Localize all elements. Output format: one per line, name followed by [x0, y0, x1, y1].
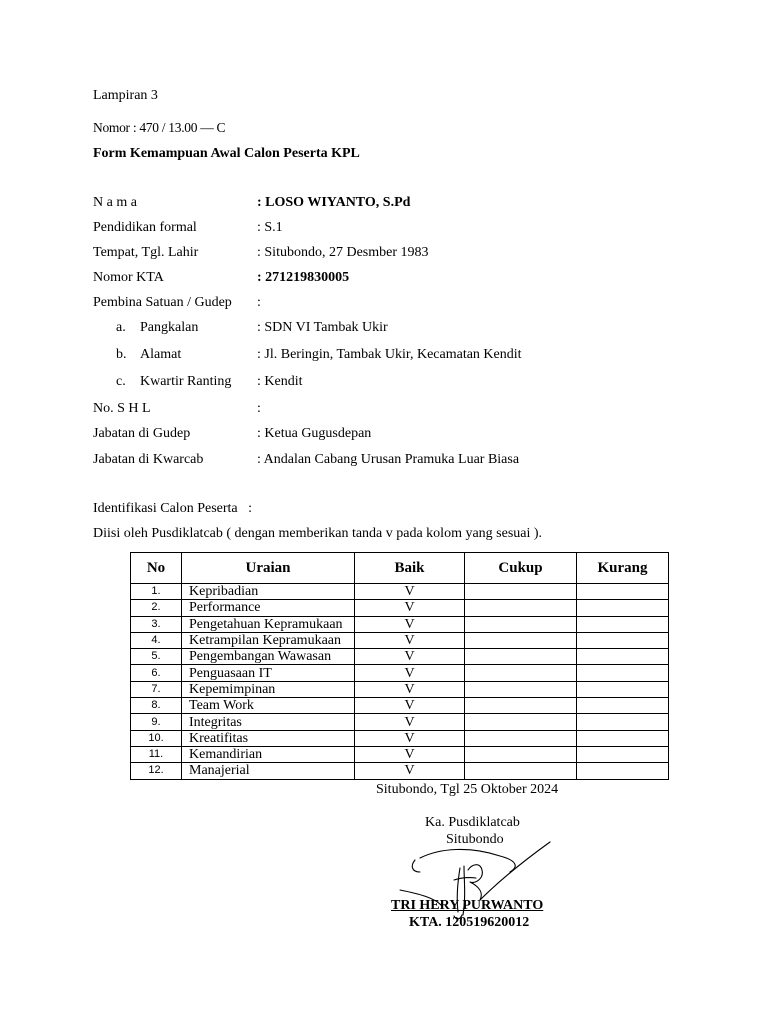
ttl-label: Tempat, Tgl. Lahir [93, 245, 199, 260]
table-row [131, 763, 669, 779]
nomor-surat: Nomor : 470 / 13.00 — C [93, 120, 226, 135]
row-cukup [465, 632, 577, 648]
nama-label: N a m a [93, 195, 137, 210]
row-no: 6. [131, 665, 182, 681]
row-baik: V [355, 600, 465, 616]
row-uraian: Pengetahuan Kepramukaan [182, 616, 355, 632]
kta-label: Nomor KTA [93, 270, 164, 285]
row-cukup [465, 681, 577, 697]
kwartir-num: c. [116, 374, 126, 389]
table-header-row [131, 553, 669, 584]
row-kurang [577, 649, 669, 665]
row-kurang [577, 698, 669, 714]
table-row [131, 681, 669, 697]
row-cukup [465, 649, 577, 665]
table-row [131, 730, 669, 746]
row-uraian: Integritas [182, 714, 355, 730]
row-no: 7. [131, 681, 182, 697]
alamat-row [93, 347, 693, 367]
kta-row [93, 270, 693, 290]
shl-row [93, 401, 693, 421]
pembina-value: : [257, 295, 261, 310]
row-cukup [465, 665, 577, 681]
alamat-label: Alamat [140, 347, 182, 362]
row-baik: V [355, 665, 465, 681]
identifikasi-instruction: Diisi oleh Pusdiklatcab ( dengan memberikan tanda v pada kolom yang sesuai ). [93, 526, 543, 541]
pangkalan-value: : SDN VI Tambak Ukir [257, 320, 388, 335]
lampiran-label: Lampiran 3 [93, 88, 158, 103]
row-no: 1. [131, 584, 182, 600]
alamat-num: b. [116, 347, 127, 362]
header-cukup: Cukup [465, 553, 577, 584]
row-baik: V [355, 763, 465, 779]
signatory-kta: KTA. 120519620012 [409, 915, 530, 930]
jabatan-gudep-value: : Ketua Gugusdepan [257, 426, 372, 441]
shl-value: : [257, 401, 261, 416]
pangkalan-row [93, 320, 693, 340]
header-uraian: Uraian [182, 553, 355, 584]
row-uraian: Team Work [182, 698, 355, 714]
row-cukup [465, 746, 577, 762]
row-kurang [577, 730, 669, 746]
row-no: 4. [131, 632, 182, 648]
row-baik: V [355, 632, 465, 648]
row-kurang [577, 616, 669, 632]
pendidikan-row [93, 220, 693, 240]
row-no: 5. [131, 649, 182, 665]
row-kurang [577, 632, 669, 648]
kta-value: : 271219830005 [257, 270, 350, 285]
identifikasi-heading: Identifikasi Calon Peserta : [93, 501, 253, 516]
row-uraian: Performance [182, 600, 355, 616]
jabatan-gudep-label: Jabatan di Gudep [93, 426, 191, 441]
row-no: 3. [131, 616, 182, 632]
jabatan-gudep-row [93, 426, 693, 446]
row-uraian: Pengembangan Wawasan [182, 649, 355, 665]
table-row [131, 616, 669, 632]
table-row [131, 698, 669, 714]
jabatan-kwarcab-value: : Andalan Cabang Urusan Pramuka Luar Biasa [257, 452, 520, 467]
header-kurang: Kurang [577, 553, 669, 584]
assessment-table [130, 552, 669, 780]
kwartir-row [93, 374, 693, 394]
row-baik: V [355, 616, 465, 632]
table-row [131, 714, 669, 730]
row-uraian: Ketrampilan Kepramukaan [182, 632, 355, 648]
row-no: 10. [131, 730, 182, 746]
kwartir-value: : Kendit [257, 374, 303, 389]
header-no: No [131, 553, 182, 584]
row-uraian: Penguasaan IT [182, 665, 355, 681]
row-uraian: Kepemimpinan [182, 681, 355, 697]
signature-city: Situbondo [446, 832, 504, 847]
row-baik: V [355, 714, 465, 730]
row-cukup [465, 714, 577, 730]
ttl-row [93, 245, 693, 265]
row-no: 11. [131, 746, 182, 762]
nama-row [93, 195, 693, 215]
table-row [131, 665, 669, 681]
row-cukup [465, 730, 577, 746]
row-baik: V [355, 649, 465, 665]
row-uraian: Kepribadian [182, 584, 355, 600]
row-baik: V [355, 698, 465, 714]
row-no: 8. [131, 698, 182, 714]
table-row [131, 746, 669, 762]
row-baik: V [355, 584, 465, 600]
row-cukup [465, 698, 577, 714]
row-kurang [577, 584, 669, 600]
row-baik: V [355, 730, 465, 746]
pendidikan-label: Pendidikan formal [93, 220, 197, 235]
nama-value: : LOSO WIYANTO, S.Pd [257, 195, 411, 210]
row-uraian: Kreatifitas [182, 730, 355, 746]
row-kurang [577, 763, 669, 779]
shl-label: No. S H L [93, 401, 151, 416]
alamat-value: : Jl. Beringin, Tambak Ukir, Kecamatan Kendit [257, 347, 522, 362]
row-kurang [577, 681, 669, 697]
table-row [131, 632, 669, 648]
signature-place-date: Situbondo, Tgl 25 Oktober 2024 [376, 782, 559, 797]
row-baik: V [355, 681, 465, 697]
jabatan-kwarcab-label: Jabatan di Kwarcab [93, 452, 204, 467]
table-row [131, 584, 669, 600]
row-cukup [465, 763, 577, 779]
row-kurang [577, 746, 669, 762]
pendidikan-value: : S.1 [257, 220, 283, 235]
row-uraian: Manajerial [182, 763, 355, 779]
row-kurang [577, 665, 669, 681]
row-kurang [577, 600, 669, 616]
row-cukup [465, 600, 577, 616]
signatory-name: TRI HERY PURWANTO [391, 898, 544, 913]
pangkalan-label: Pangkalan [140, 320, 199, 335]
table-row [131, 649, 669, 665]
header-baik: Baik [355, 553, 465, 584]
jabatan-kwarcab-row [93, 452, 693, 472]
pangkalan-num: a. [116, 320, 126, 335]
ttl-value: : Situbondo, 27 Desmber 1983 [257, 245, 429, 260]
signature-position: Ka. Pusdiklatcab [425, 815, 520, 830]
kwartir-label: Kwartir Ranting [140, 374, 232, 389]
row-no: 12. [131, 763, 182, 779]
row-no: 9. [131, 714, 182, 730]
row-uraian: Kemandirian [182, 746, 355, 762]
table-row [131, 600, 669, 616]
row-cukup [465, 616, 577, 632]
row-cukup [465, 584, 577, 600]
form-title: Form Kemampuan Awal Calon Peserta KPL [93, 146, 360, 161]
pembina-label: Pembina Satuan / Gudep [93, 295, 232, 310]
pembina-row [93, 295, 693, 315]
row-no: 2. [131, 600, 182, 616]
row-kurang [577, 714, 669, 730]
row-baik: V [355, 746, 465, 762]
